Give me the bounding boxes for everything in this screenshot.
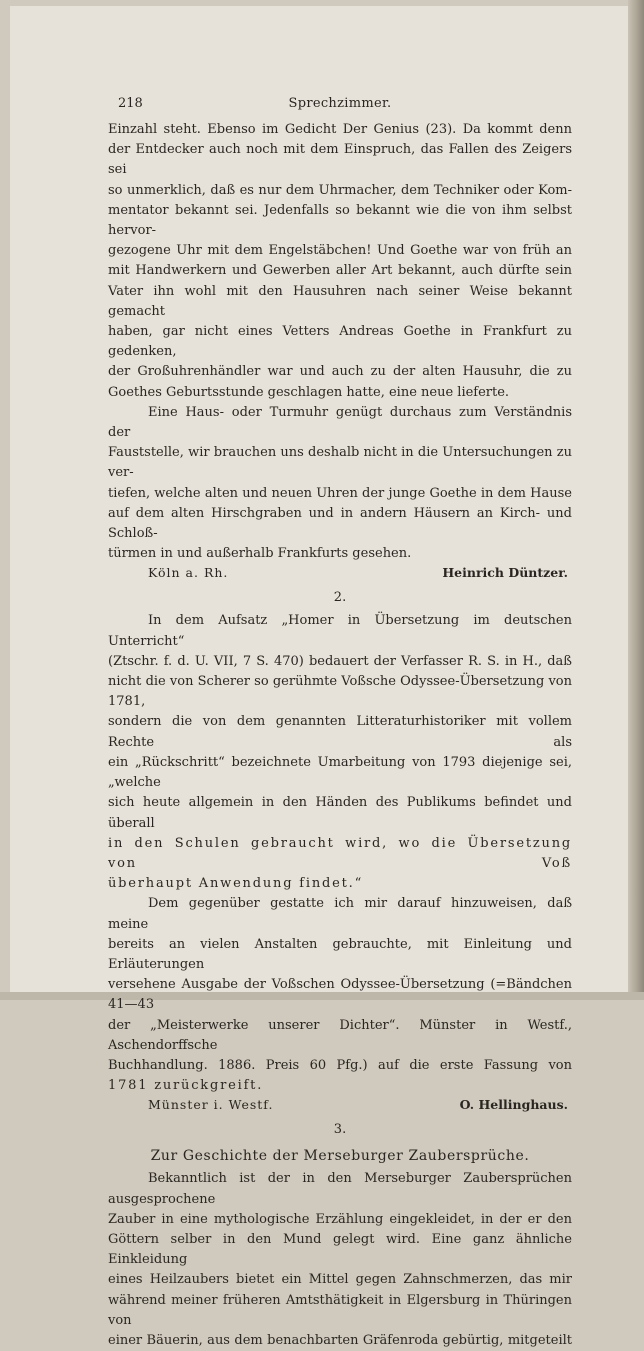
section-number: 3. [333,1122,347,1138]
text-line: einer Bäuerin, aus dem benachbarten Gräfenroda gebürtig, mitgeteilt [108,1332,572,1348]
page-header [108,96,572,120]
text-line: türmen in und außerhalb Frankfurts gesehen. [108,546,412,562]
signature-2 [108,1097,572,1117]
text-line: eines Heilzaubers bietet ein Mittel gegen Zahnschmerzen, das mir [108,1272,572,1288]
section-number: 2. [333,590,347,606]
text-line: Dem gegenüber gestatte ich mir darauf hinzuweisen, daß meine [108,896,572,932]
text-line: haben, gar nicht eines Vetters Andreas Goethe in Frankfurt zu gedenken, [108,324,572,360]
signature-1 [108,565,572,585]
text-line: versehene Ausgabe der Voßschen Odyssee-Übersetzung (=Bändchen 41—43 [108,977,572,1013]
text-line: Einzahl steht. Ebenso im Gedicht Der Genius (23). Da kommt denn [108,122,572,137]
text-line: mit Handwerkern und Gewerben aller Art bekannt, auch dürfte sein [108,263,572,279]
section-1-para-2 [108,403,572,565]
text-line: 1781 zurückgreift. [108,1078,264,1094]
text-line: nicht die von Scherer so gerühmte Voßsche Odyssee-Übersetzung von 1781, [108,674,572,710]
text-line: Vater ihn wohl mit den Hausuhren nach seiner Weise bekannt gemacht [108,283,572,319]
text-line: tiefen, welche alten und neuen Uhren der junge Goethe in dem Hause [108,485,572,501]
running-title: Sprechzimmer. [288,96,392,111]
text-line: bereits an vielen Anstalten gebrauchte, mit Einleitung und Erläuterungen [108,936,572,972]
section-2-para-1 [108,611,572,894]
text-line: der „Meisterwerke unserer Dichter“. Münster in Westf., Aschendorffsche [108,1017,572,1053]
text-line: während meiner früheren Amtsthätigkeit in Elgersburg in Thüringen von [108,1292,572,1328]
text-line: Goethes Geburtsstunde geschlagen hatte, eine neue lieferte. [108,384,510,400]
text-line: der Großuhrenhändler war und auch zu der alten Hausuhr, die zu [108,364,572,380]
page-number: 218 [118,96,143,111]
text-line: sondern die von dem genannten Litteraturhistoriker mit vollem Rechte als [108,714,572,750]
page-content [108,96,572,1351]
section-3-para-1 [108,1169,572,1351]
text-line: Eine Haus- oder Turmuhr genügt durchaus zum Verständnis der [108,404,572,441]
signature-name: Heinrich Düntzer. [442,565,568,581]
page-edge-right [628,0,644,1000]
text-line: sich heute allgemein in den Händen des Publikums befindet und überall [108,795,572,831]
text-line: auf dem alten Hirschgraben und in andern Häusern an Kirch- und Schloß- [108,505,572,542]
text-line: Buchhandlung. 1886. Preis 60 Pfg.) auf die erste Fassung von [108,1057,572,1073]
text-line: der Entdecker auch noch mit dem Einspruch, das Fallen des Zeigers sei [108,142,572,178]
text-line: Fauststelle, wir brauchen uns deshalb nicht in die Untersuchungen zu ver- [108,445,572,481]
section-title: Zur Geschichte der Merseburger Zaubersprüche. [150,1148,530,1165]
text-line: überhaupt Anwendung findet.“ [108,876,364,892]
signature-name: O. Hellinghaus. [459,1097,568,1113]
text-line: Bekanntlich ist der in den Merseburger Zaubersprüchen ausgesprochene [108,1171,572,1207]
text-line: so unmerklich, daß es nur dem Uhrmacher, dem Techniker oder Kom- [108,182,572,198]
text-line: in den Schulen gebraucht wird, wo die Übersetzung von Voß [108,835,572,871]
text-line: (Ztschr. f. d. U. VII, 7 S. 470) bedauert der Verfasser R. S. in H., daß [108,653,572,669]
text-line: In dem Aufsatz „Homer in Übersetzung im deutschen Unterricht“ [108,613,572,649]
text-line: ein „Rückschritt“ bezeichnete Umarbeitung von 1793 diejenige sei, „welche [108,754,572,791]
text-line: gezogene Uhr mit dem Engelstäbchen! Und Goethe war von früh an [108,243,572,259]
section-2-para-2 [108,894,572,1096]
signature-place: Münster i. Westf. [148,1097,274,1113]
signature-place: Köln a. Rh. [148,565,229,581]
text-line: mentator bekannt sei. Jedenfalls so bekannt wie die von ihm selbst hervor- [108,202,572,239]
text-line: Göttern selber in den Mund gelegt wird. Eine ganz ähnliche Einkleidung [108,1231,572,1268]
section-1-para-1 [108,120,572,403]
text-line: Zauber in eine mythologische Erzählung eingekleidet, in der er den [108,1211,572,1227]
